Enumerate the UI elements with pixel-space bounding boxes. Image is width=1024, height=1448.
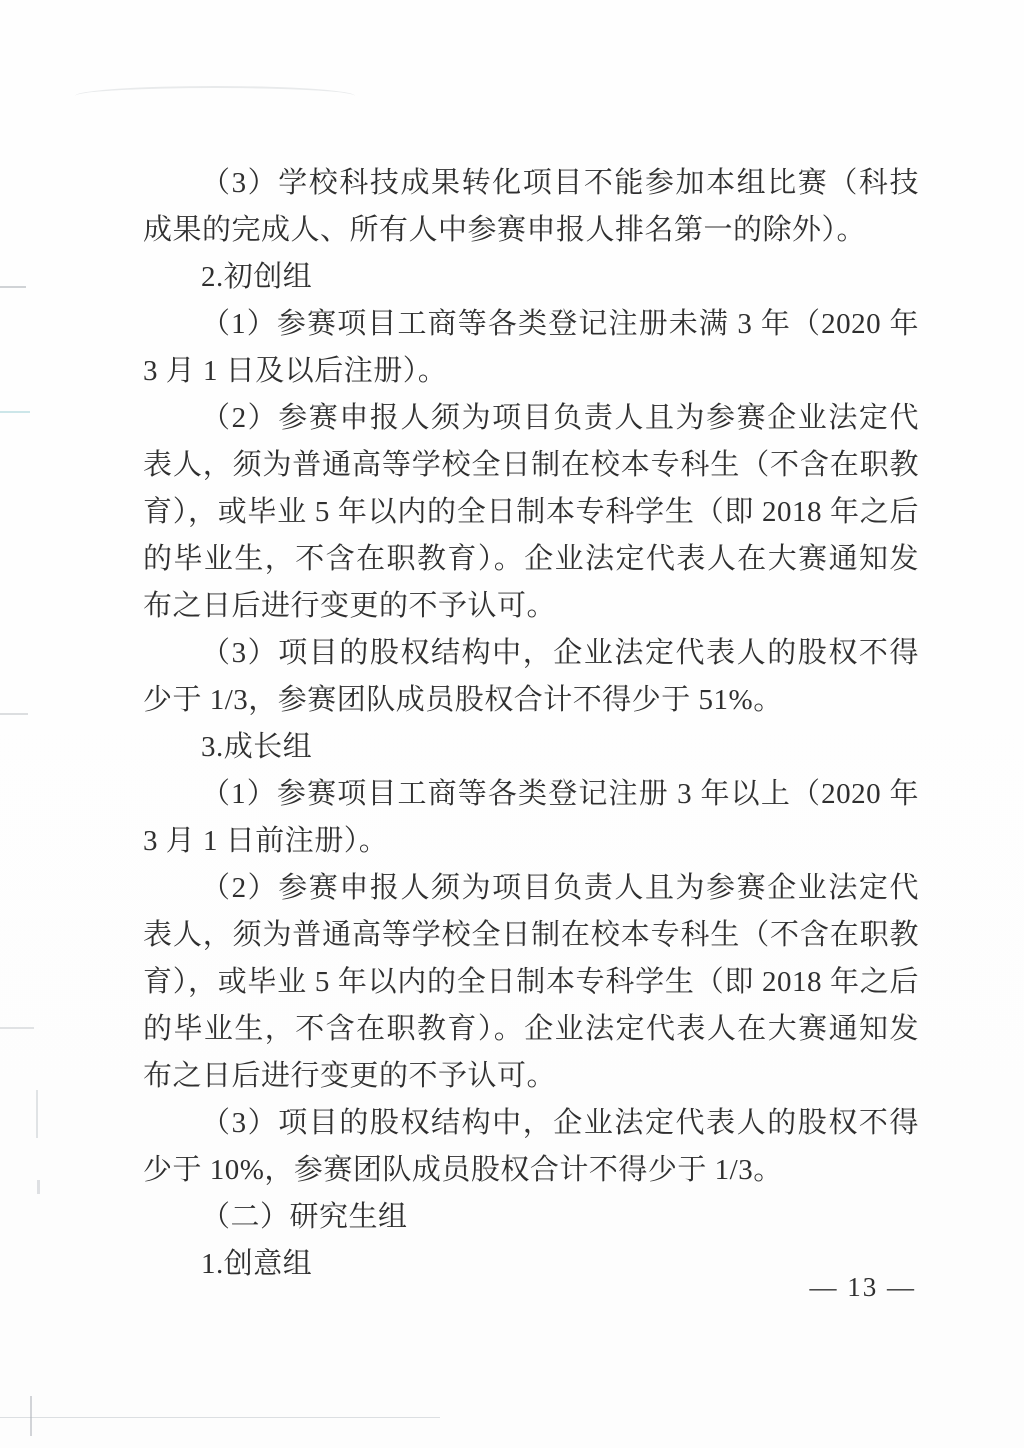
scan-artifact <box>0 1417 440 1418</box>
scan-artifact <box>30 1396 32 1436</box>
scan-artifact <box>75 86 355 96</box>
scan-artifact <box>0 286 26 288</box>
scan-artifact <box>36 1090 38 1138</box>
paragraph: （3）学校科技成果转化项目不能参加本组比赛（科技成果的完成人、所有人中参赛申报人排名第一的除外）。 <box>143 167 919 246</box>
scan-artifact <box>37 1180 40 1194</box>
document-body <box>143 160 919 1288</box>
scan-artifact <box>0 411 30 413</box>
paragraph: 2.初创组 <box>201 261 313 293</box>
paragraph: （1）参赛项目工商等各类登记注册 3 年以上（2020 年 3 月 1 日前注册）。 <box>143 778 919 857</box>
paragraph: 1.创意组 <box>201 1248 313 1280</box>
scan-artifact <box>0 713 28 715</box>
paragraph: （2）参赛申报人须为项目负责人且为参赛企业法定代表人，须为普通高等学校全日制在校本专科生（不含在职教育），或毕业 5 年以内的全日制本专科学生（即 2018 年之后的毕业生，不含在职教育）。企业法定代表人在大赛通知发布之日后进行变更的不予认可。 <box>143 872 919 1092</box>
paragraph: （3）项目的股权结构中，企业法定代表人的股权不得少于 1/3，参赛团队成员股权合计不得少于 51%。 <box>143 637 919 716</box>
scan-artifact <box>0 1027 34 1029</box>
page-number: — 13 — <box>809 1272 916 1302</box>
paragraph: （2）参赛申报人须为项目负责人且为参赛企业法定代表人，须为普通高等学校全日制在校本专科生（不含在职教育），或毕业 5 年以内的全日制本专科学生（即 2018 年之后的毕业生，不含在职教育）。企业法定代表人在大赛通知发布之日后进行变更的不予认可。 <box>143 402 919 622</box>
paragraph: （二）研究生组 <box>201 1201 408 1233</box>
paragraph: （3）项目的股权结构中，企业法定代表人的股权不得少于 10%，参赛团队成员股权合计不得少于 1/3。 <box>143 1107 919 1186</box>
paragraph: （1）参赛项目工商等各类登记注册未满 3 年（2020 年 3 月 1 日及以后注册）。 <box>143 308 919 387</box>
paragraph: 3.成长组 <box>201 731 313 763</box>
